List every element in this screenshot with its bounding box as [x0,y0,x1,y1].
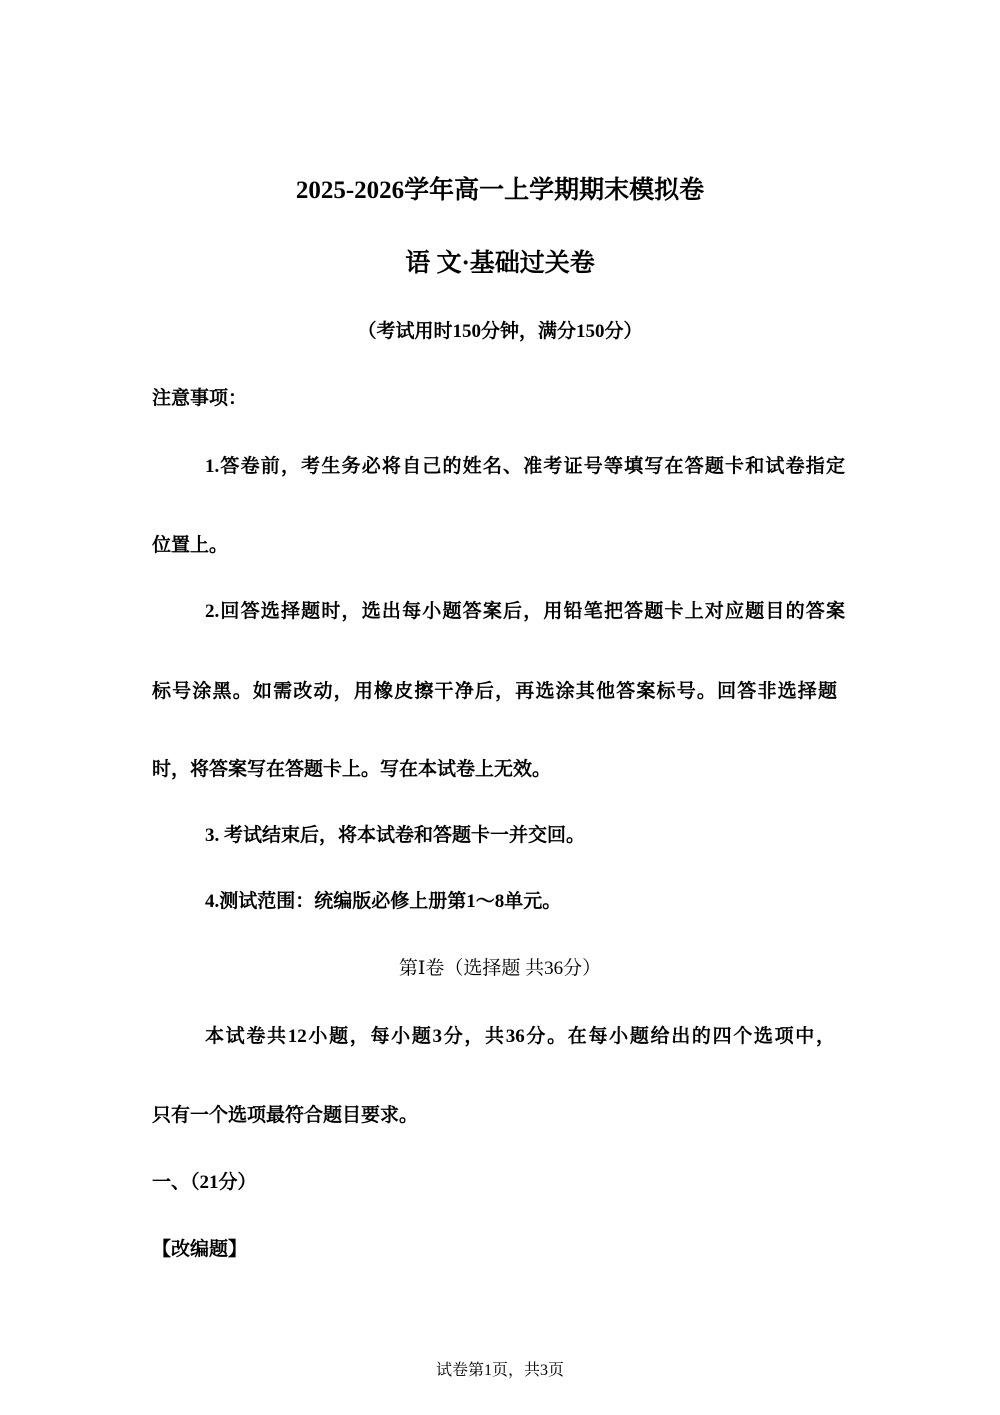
section-title: 第Ⅰ卷（选择题 共36分） [398,958,602,979]
notice-item-4: 4.测试范围：统编版必修上册第1～8单元。 [205,891,562,912]
notice-item-3: 3. 考试结束后，将本试卷和答题卡一并交回。 [205,825,586,846]
exam-title: 2025-2026学年高一上学期期末模拟卷 [295,177,705,204]
exam-subtitle: 语 文·基础过关卷 [405,250,595,277]
adapted-question-label: 【改编题】 [152,1239,248,1260]
section-intro-line-1: 本试卷共12小题，每小题3分，共36分。在每小题给出的四个选项中， [205,1026,835,1047]
notice-item-2-line-1: 2.回答选择题时，选出每小题答案后，用铅笔把答题卡上对应题目的答案 [205,601,845,622]
page-footer: 试卷第1页，共3页 [435,1362,564,1379]
notice-item-1-line-1: 1.答卷前，考生务必将自己的姓名、准考证号等填写在答题卡和试卷指定 [205,456,845,477]
part-one-heading: 一、（21分） [152,1172,257,1193]
notice-item-2-line-3: 时，将答案写在答题卡上。写在本试卷上无效。 [152,759,552,780]
notice-heading: 注意事项： [152,388,248,409]
exam-duration-info: （考试用时150分钟，满分150分） [357,321,643,342]
notice-item-2-line-2: 标号涂黑。如需改动，用橡皮擦干净后，再选涂其他答案标号。回答非选择题 [152,681,837,702]
section-intro-line-2: 只有一个选项最符合题目要求。 [152,1105,419,1126]
notice-item-1-line-2: 位置上。 [152,535,229,556]
